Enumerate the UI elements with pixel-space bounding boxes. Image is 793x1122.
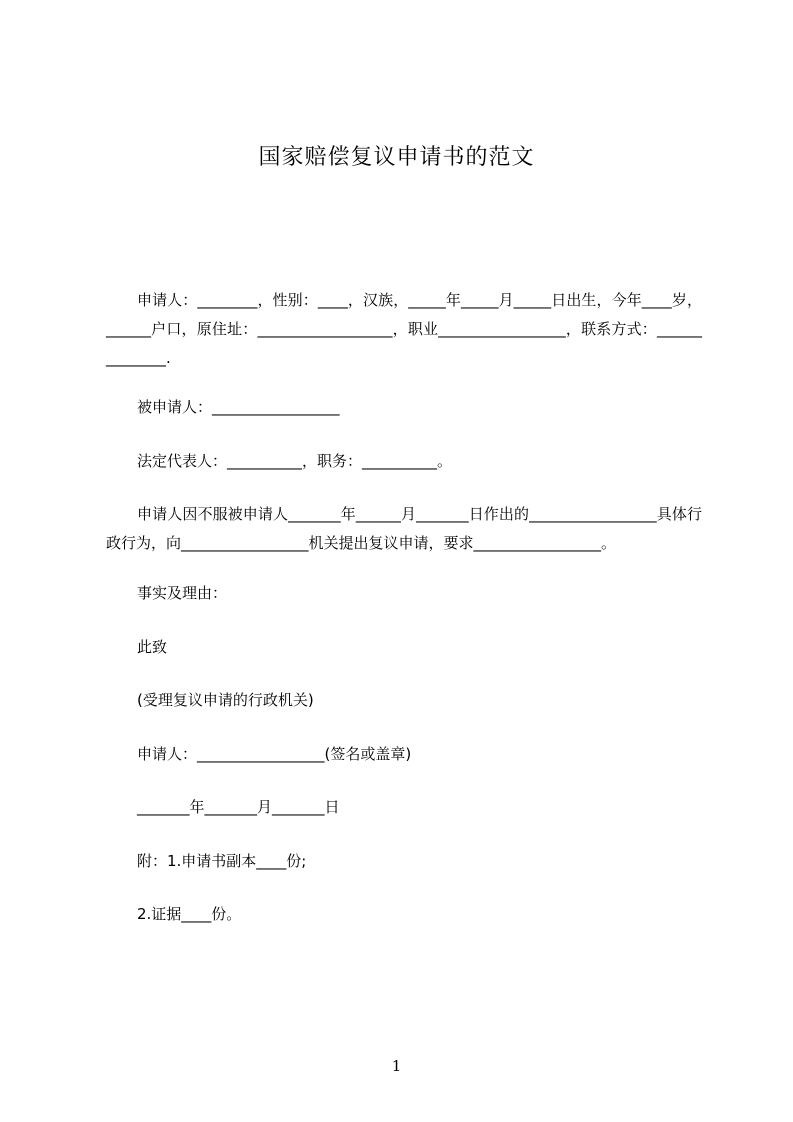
applicant-info-paragraph: 申请人：________，性别：____，汉族，_____年_____月_____日出生，今年____岁，______户口，原住址：__________________，职业_________________，联系方式：______________. bbox=[106, 291, 702, 367]
document-title: 国家赔偿复议申请书的范文 bbox=[258, 145, 535, 170]
page-number: 1 bbox=[391, 1057, 402, 1075]
salutation-paragraph: 此致 bbox=[137, 638, 168, 656]
request-paragraph: 申请人因不服被申请人_______年______月_______日作出的_________________具体行政行为，向_________________机关提出复议申请，要求_________________。 bbox=[106, 505, 702, 552]
attachment-copies-paragraph: 附：1.申请书副本____份; bbox=[137, 852, 307, 870]
date-paragraph: _______年_______月_______日 bbox=[137, 798, 340, 816]
legal-representative-paragraph: 法定代表人：__________，职务：__________。 bbox=[137, 452, 453, 470]
applicant-signature-paragraph: 申请人：_________________(签名或盖章) bbox=[137, 745, 412, 763]
respondent-paragraph: 被申请人：_________________ bbox=[137, 398, 340, 416]
attachment-evidence-paragraph: 2.证据____份。 bbox=[137, 905, 242, 923]
facts-and-reasons-heading: 事实及理由： bbox=[137, 584, 228, 602]
recipient-authority-paragraph: (受理复议申请的行政机关) bbox=[137, 691, 314, 709]
